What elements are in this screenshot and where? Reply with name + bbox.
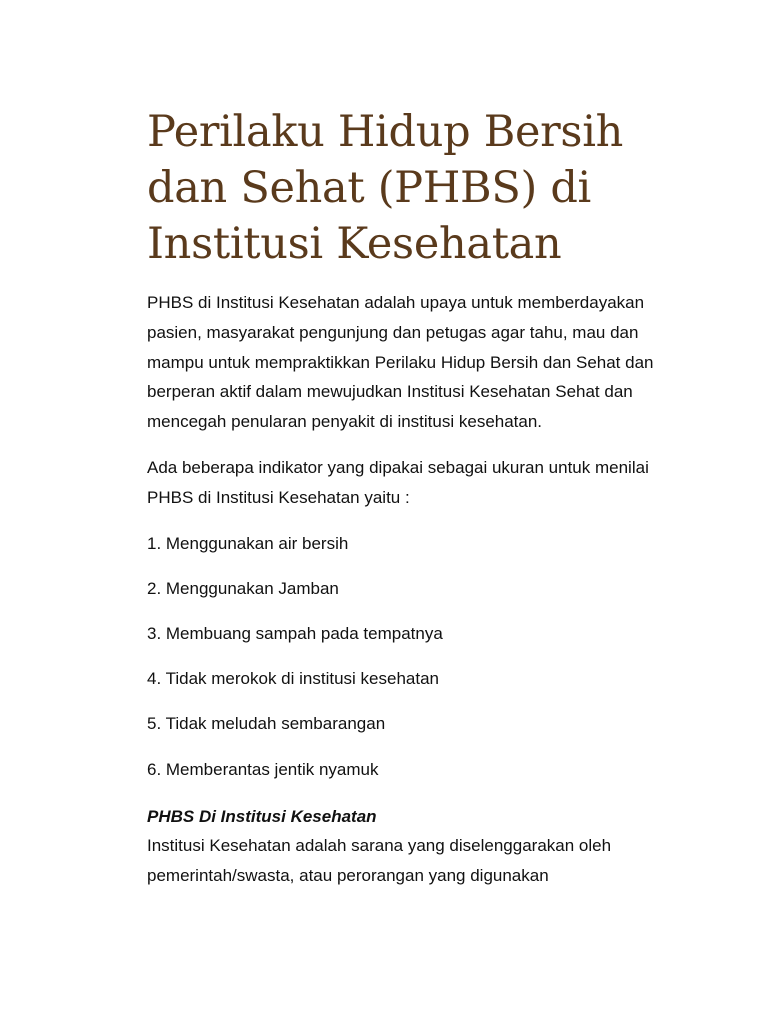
list-item: 1. Menggunakan air bersih [147,533,349,553]
article-title: Perilaku Hidup Bersih dan Sehat (PHBS) di Institusi Kesehatan [147,107,624,269]
body-paragraph: Institusi Kesehatan adalah sarana yang diselenggarakan oleh pemerintah/swasta, atau perorangan yang digunakan [147,836,612,886]
indicators-intro-paragraph: Ada beberapa indikator yang dipakai sebagai ukuran untuk menilai PHBS di Institusi Kesehatan yaitu : [147,457,649,507]
list-item: 6. Memberantas jentik nyamuk [147,759,379,779]
list-item: 5. Tidak meludah sembarangan [147,714,386,734]
list-item: 3. Membuang sampah pada tempatnya [147,623,443,643]
list-item: 2. Menggunakan Jamban [147,578,339,598]
section-subheading: PHBS Di Institusi Kesehatan [147,807,377,827]
document-page [147,104,687,891]
indicator-list [147,529,687,785]
intro-paragraph: PHBS di Institusi Kesehatan adalah upaya untuk memberdayakan pasien, masyarakat pengunjung dan petugas agar tahu, mau dan mampu untuk mempraktikkan Perilaku Hidup Bersih dan Sehat dan berperan aktif dalam mewujudkan Institusi Kesehatan Sehat dan mencegah penularan penyakit di institusi kesehatan. [147,293,654,432]
list-item: 4. Tidak merokok di institusi kesehatan [147,669,439,689]
